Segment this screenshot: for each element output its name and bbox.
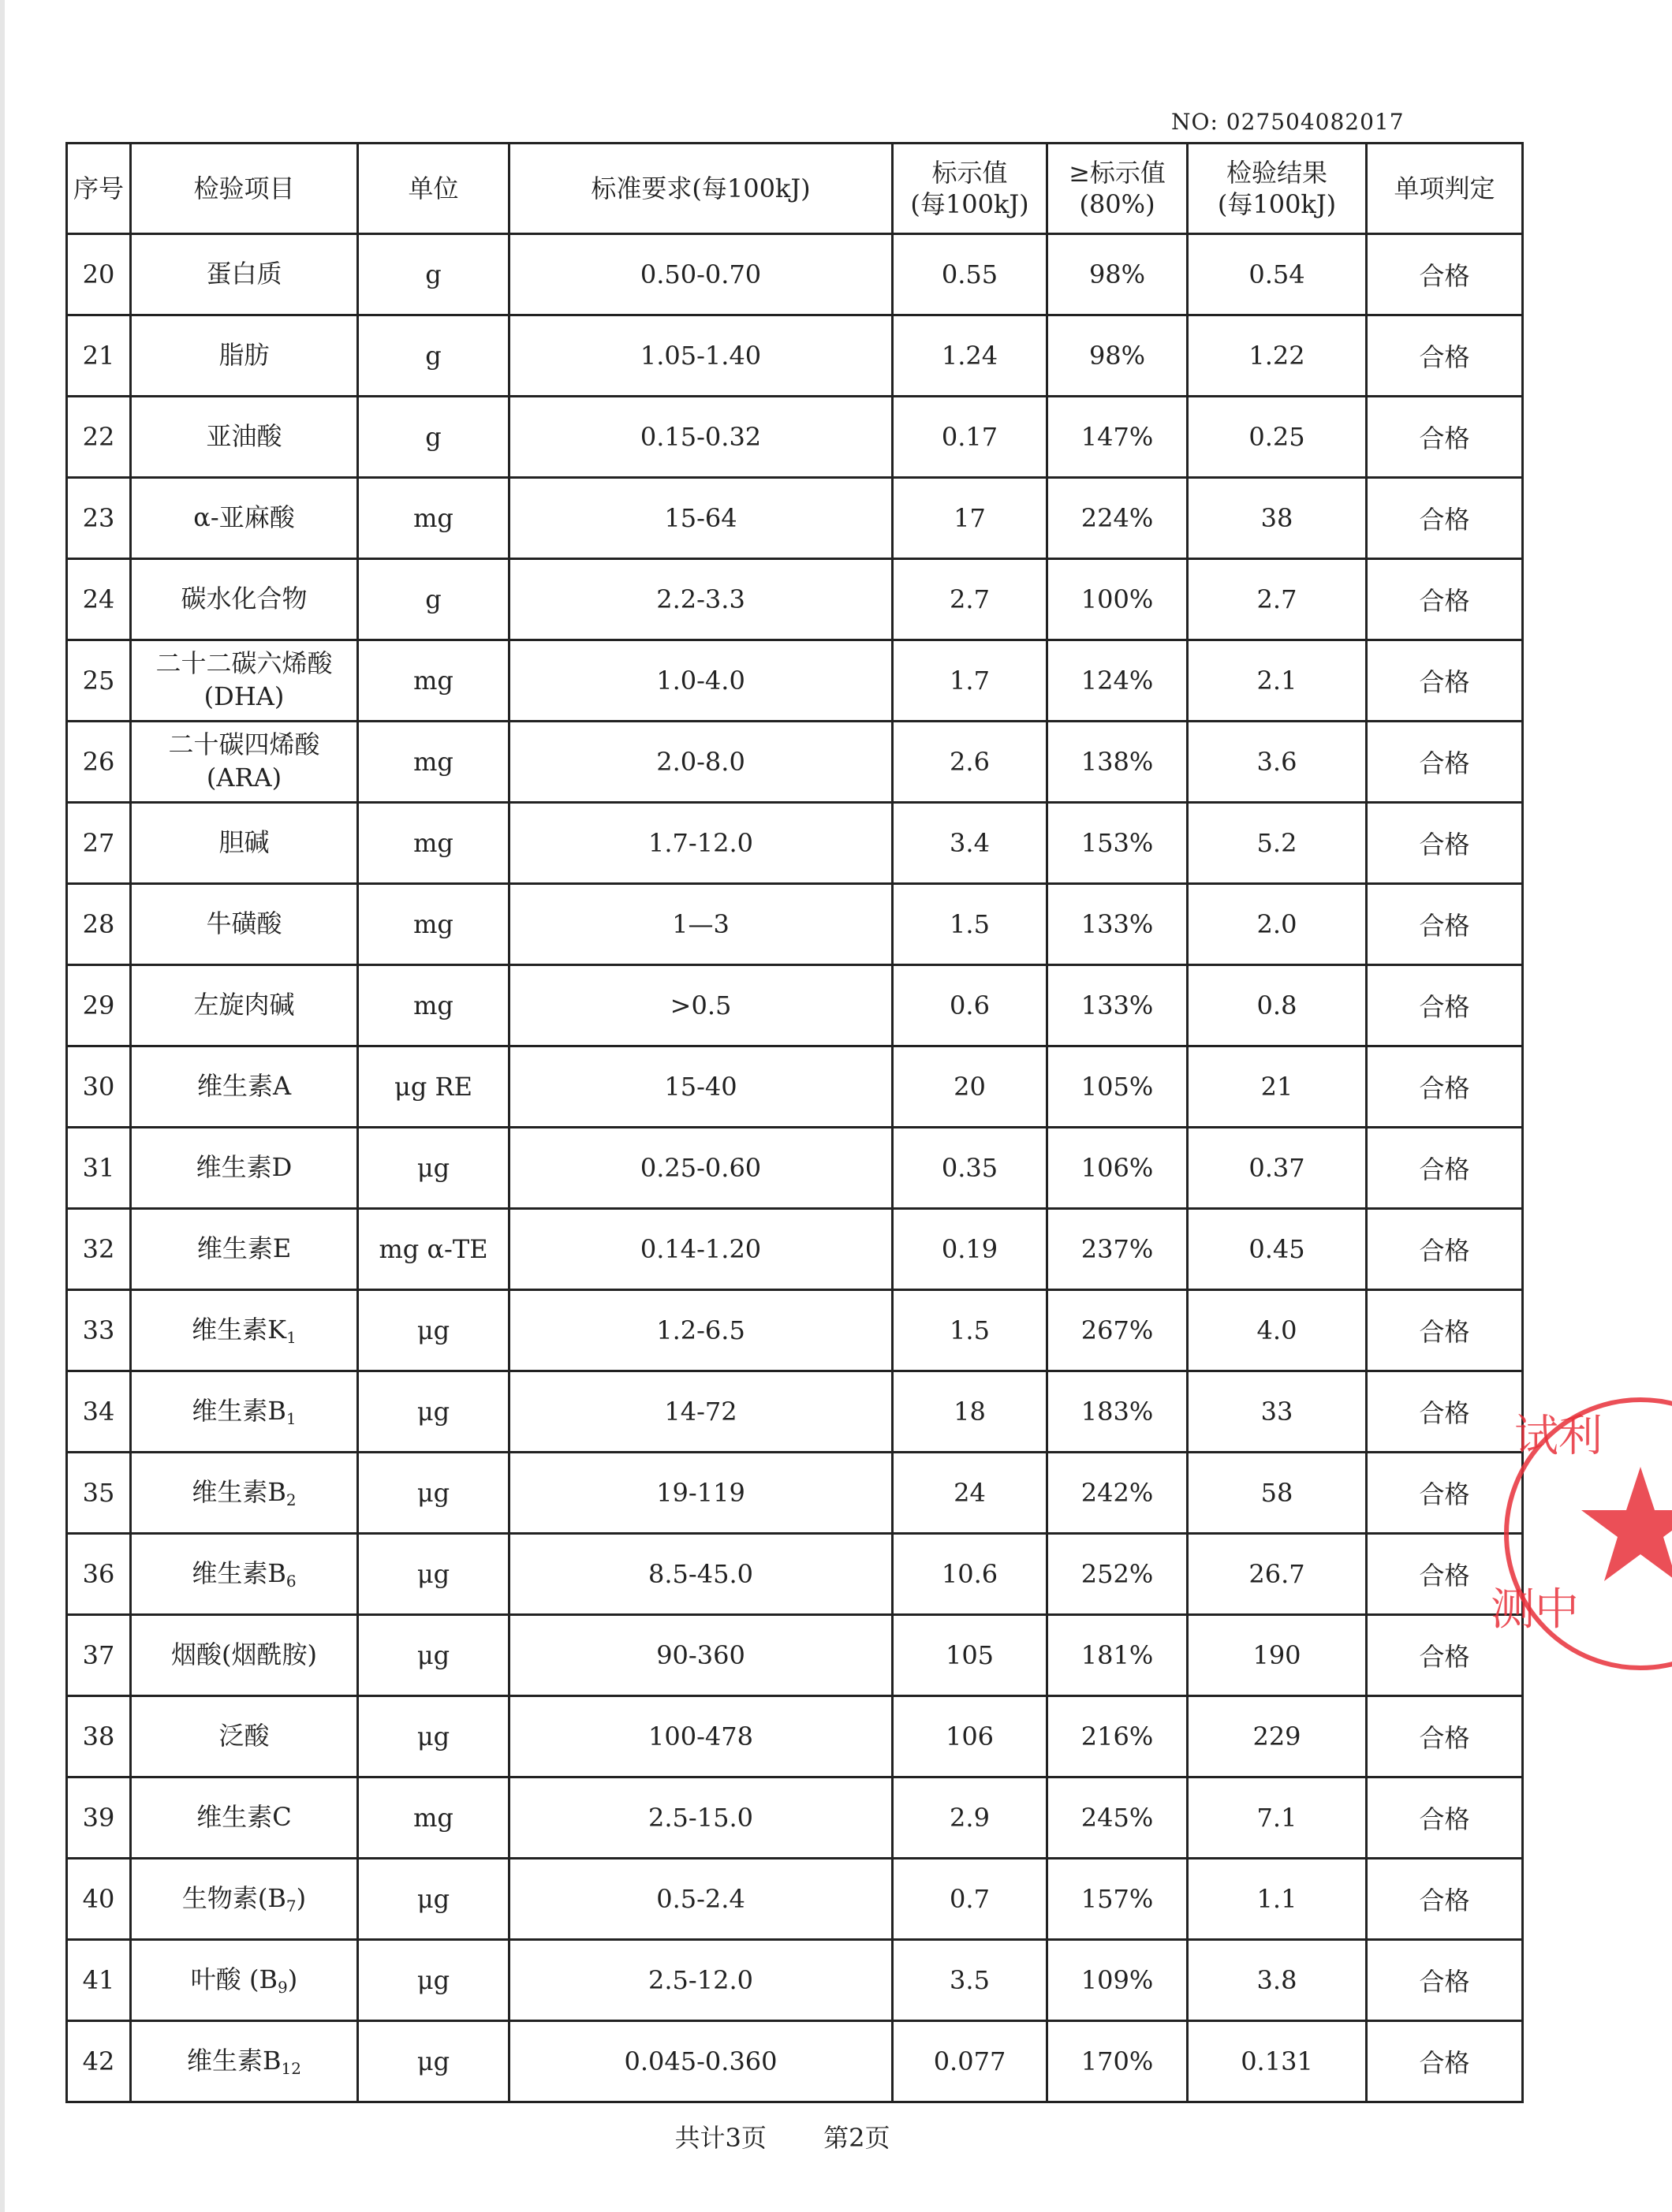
row-number-cell: 34 xyxy=(67,1371,131,1453)
unit-cell: g xyxy=(358,234,509,315)
item-name: 维生素K xyxy=(192,1314,287,1345)
percent-of-label-cell: 98% xyxy=(1047,234,1188,315)
item-name: 二十碳四烯酸(ARA) xyxy=(168,729,320,793)
item-name: 二十二碳六烯酸 xyxy=(155,648,333,679)
standard-range-cell: 2.5-12.0 xyxy=(509,1940,893,2021)
row-number-cell: 35 xyxy=(67,1453,131,1534)
label-value-cell: 0.19 xyxy=(893,1209,1047,1290)
percent-of-label-cell: 237% xyxy=(1047,1209,1188,1290)
unit-cell: g xyxy=(358,315,509,397)
table-row xyxy=(67,1453,1523,1534)
percent-of-label-cell: 153% xyxy=(1047,803,1188,884)
percent-of-label-cell: 267% xyxy=(1047,1290,1188,1371)
judgment-cell: 合格 xyxy=(1367,722,1523,803)
percent-of-label-cell: 124% xyxy=(1047,640,1188,722)
unit-cell: mg xyxy=(358,803,509,884)
row-number-cell: 25 xyxy=(67,640,131,722)
row-number-cell: 28 xyxy=(67,884,131,965)
judgment-cell: 合格 xyxy=(1367,1696,1523,1777)
unit-cell: mg xyxy=(358,722,509,803)
test-result-cell: 0.54 xyxy=(1188,234,1367,315)
table-row xyxy=(67,1696,1523,1777)
item-name-cell xyxy=(131,965,358,1046)
item-name: 碳水化合物 xyxy=(181,584,308,614)
label-value-cell: 2.6 xyxy=(893,722,1047,803)
standard-range-cell: 1—3 xyxy=(509,884,893,965)
unit-cell: g xyxy=(358,559,509,640)
row-number-cell: 32 xyxy=(67,1209,131,1290)
item-name: α-亚麻酸 xyxy=(193,502,295,533)
unit-cell: mg xyxy=(358,1777,509,1859)
item-name: 维生素B xyxy=(187,2045,282,2076)
test-result-cell: 0.8 xyxy=(1188,965,1367,1046)
standard-range-cell: >0.5 xyxy=(509,965,893,1046)
row-number-cell: 39 xyxy=(67,1777,131,1859)
item-name-cell xyxy=(131,1615,358,1696)
standard-range-cell: 1.7-12.0 xyxy=(509,803,893,884)
item-name: 脂肪 xyxy=(218,340,270,371)
test-result-cell: 1.1 xyxy=(1188,1859,1367,1940)
item-name-cell xyxy=(131,1453,358,1534)
unit-cell: μg xyxy=(358,1290,509,1371)
item-name: 泛酸 xyxy=(218,1721,270,1751)
column-header xyxy=(893,144,1047,234)
item-name-cell xyxy=(131,1859,358,1940)
item-name: 亚油酸 xyxy=(206,421,282,452)
standard-range-cell: 0.25-0.60 xyxy=(509,1128,893,1209)
report-number: NO: 027504082017 xyxy=(1171,109,1405,135)
item-name-line2: (DHA) xyxy=(203,681,285,711)
column-header-line: (80%) xyxy=(1079,189,1155,219)
item-name-cell xyxy=(131,1777,358,1859)
test-result-cell: 26.7 xyxy=(1188,1534,1367,1615)
table-row xyxy=(67,640,1523,722)
percent-of-label-cell: 224% xyxy=(1047,478,1188,559)
label-value-cell: 2.9 xyxy=(893,1777,1047,1859)
item-subscript: 6 xyxy=(286,1571,297,1591)
table-row xyxy=(67,315,1523,397)
judgment-cell: 合格 xyxy=(1367,559,1523,640)
row-number-cell: 26 xyxy=(67,722,131,803)
percent-of-label-cell: 100% xyxy=(1047,559,1188,640)
column-header: 单项判定 xyxy=(1367,144,1523,234)
label-value-cell: 0.6 xyxy=(893,965,1047,1046)
label-value-cell: 1.24 xyxy=(893,315,1047,397)
table-row xyxy=(67,1940,1523,2021)
unit-cell: μg xyxy=(358,1696,509,1777)
unit-cell: μg xyxy=(358,1940,509,2021)
judgment-cell: 合格 xyxy=(1367,2021,1523,2102)
label-value-cell: 1.5 xyxy=(893,1290,1047,1371)
seal-text-bottom: 测中 xyxy=(1491,1584,1579,1636)
label-value-cell: 1.7 xyxy=(893,640,1047,722)
row-number-cell: 36 xyxy=(67,1534,131,1615)
label-value-cell: 3.4 xyxy=(893,803,1047,884)
row-number-cell: 37 xyxy=(67,1615,131,1696)
column-header: 检验项目 xyxy=(131,144,358,234)
item-name-cell xyxy=(131,1290,358,1371)
percent-of-label-cell: 106% xyxy=(1047,1128,1188,1209)
judgment-cell: 合格 xyxy=(1367,803,1523,884)
scan-edge xyxy=(0,0,5,2212)
test-result-cell: 229 xyxy=(1188,1696,1367,1777)
item-name: 生物素(B xyxy=(181,1882,286,1913)
percent-of-label-cell: 98% xyxy=(1047,315,1188,397)
label-value-cell: 105 xyxy=(893,1615,1047,1696)
table-row xyxy=(67,1046,1523,1128)
judgment-cell: 合格 xyxy=(1367,1615,1523,1696)
row-number-cell: 31 xyxy=(67,1128,131,1209)
item-name-cell xyxy=(131,397,358,478)
test-result-cell: 5.2 xyxy=(1188,803,1367,884)
label-value-cell: 18 xyxy=(893,1371,1047,1453)
item-suffix: ) xyxy=(296,1882,307,1913)
table-row xyxy=(67,397,1523,478)
test-result-cell: 4.0 xyxy=(1188,1290,1367,1371)
percent-of-label-cell: 133% xyxy=(1047,965,1188,1046)
test-result-cell: 0.25 xyxy=(1188,397,1367,478)
judgment-cell: 合格 xyxy=(1367,1453,1523,1534)
judgment-cell: 合格 xyxy=(1367,1534,1523,1615)
table-row xyxy=(67,2021,1523,2102)
row-number-cell: 33 xyxy=(67,1290,131,1371)
item-subscript: 9 xyxy=(277,1977,288,1997)
test-result-cell: 0.45 xyxy=(1188,1209,1367,1290)
test-result-cell: 3.6 xyxy=(1188,722,1367,803)
percent-of-label-cell: 170% xyxy=(1047,2021,1188,2102)
item-name-cell xyxy=(131,1940,358,2021)
table-row xyxy=(67,884,1523,965)
item-name: 维生素B xyxy=(192,1557,286,1588)
judgment-cell: 合格 xyxy=(1367,1777,1523,1859)
judgment-cell: 合格 xyxy=(1367,1128,1523,1209)
label-value-cell: 17 xyxy=(893,478,1047,559)
test-result-cell: 3.8 xyxy=(1188,1940,1367,2021)
label-value-cell: 0.55 xyxy=(893,234,1047,315)
standard-range-cell: 1.2-6.5 xyxy=(509,1290,893,1371)
standard-range-cell: 90-360 xyxy=(509,1615,893,1696)
judgment-cell: 合格 xyxy=(1367,1046,1523,1128)
unit-cell: mg xyxy=(358,478,509,559)
standard-range-cell: 15-40 xyxy=(509,1046,893,1128)
unit-cell: mg xyxy=(358,640,509,722)
official-seal xyxy=(1483,1392,1672,1676)
row-number-cell: 40 xyxy=(67,1859,131,1940)
current-page: 第2页 xyxy=(823,2123,890,2153)
standard-range-cell: 0.045-0.360 xyxy=(509,2021,893,2102)
row-number-cell: 20 xyxy=(67,234,131,315)
table-row xyxy=(67,234,1523,315)
item-subscript: 12 xyxy=(281,2058,301,2078)
label-value-cell: 24 xyxy=(893,1453,1047,1534)
label-value-cell: 0.077 xyxy=(893,2021,1047,2102)
standard-range-cell: 1.0-4.0 xyxy=(509,640,893,722)
item-name: 牛磺酸 xyxy=(206,908,282,939)
percent-of-label-cell: 105% xyxy=(1047,1046,1188,1128)
unit-cell: mg xyxy=(358,965,509,1046)
item-subscript: 1 xyxy=(286,1408,297,1428)
standard-range-cell: 8.5-45.0 xyxy=(509,1534,893,1615)
row-number-cell: 41 xyxy=(67,1940,131,2021)
row-number-cell: 38 xyxy=(67,1696,131,1777)
item-subscript: 1 xyxy=(286,1327,297,1347)
item-name: 胆碱 xyxy=(218,827,270,858)
percent-of-label-cell: 216% xyxy=(1047,1696,1188,1777)
label-value-cell: 0.35 xyxy=(893,1128,1047,1209)
judgment-cell: 合格 xyxy=(1367,315,1523,397)
column-header-line: 检验结果 xyxy=(1226,158,1327,188)
test-result-cell: 58 xyxy=(1188,1453,1367,1534)
test-result-cell: 7.1 xyxy=(1188,1777,1367,1859)
unit-cell: μg RE xyxy=(358,1046,509,1128)
item-name-cell xyxy=(131,315,358,397)
standard-range-cell: 15-64 xyxy=(509,478,893,559)
item-name: 维生素A xyxy=(196,1071,292,1102)
item-name-cell xyxy=(131,1534,358,1615)
judgment-cell: 合格 xyxy=(1367,234,1523,315)
item-name: 维生素B xyxy=(192,1395,286,1426)
judgment-cell: 合格 xyxy=(1367,1371,1523,1453)
item-name-cell xyxy=(131,1371,358,1453)
test-result-cell: 0.37 xyxy=(1188,1128,1367,1209)
item-name-cell xyxy=(131,2021,358,2102)
label-value-cell: 0.17 xyxy=(893,397,1047,478)
table-row xyxy=(67,1777,1523,1859)
standard-range-cell: 2.0-8.0 xyxy=(509,722,893,803)
judgment-cell: 合格 xyxy=(1367,1940,1523,2021)
table-body xyxy=(67,234,1523,2102)
test-result-cell: 2.1 xyxy=(1188,640,1367,722)
row-number-cell: 27 xyxy=(67,803,131,884)
judgment-cell: 合格 xyxy=(1367,478,1523,559)
table-row xyxy=(67,965,1523,1046)
judgment-cell: 合格 xyxy=(1367,884,1523,965)
percent-of-label-cell: 242% xyxy=(1047,1453,1188,1534)
seal-text-top: 试利 xyxy=(1514,1411,1603,1462)
item-suffix: ) xyxy=(287,1964,298,1994)
unit-cell: g xyxy=(358,397,509,478)
row-number-cell: 30 xyxy=(67,1046,131,1128)
item-name: 叶酸 (B xyxy=(190,1964,278,1994)
standard-range-cell: 0.50-0.70 xyxy=(509,234,893,315)
table-row xyxy=(67,1371,1523,1453)
unit-cell: μg xyxy=(358,1371,509,1453)
percent-of-label-cell: 133% xyxy=(1047,884,1188,965)
inspection-table xyxy=(65,142,1524,2103)
column-header: 标准要求(每100kJ) xyxy=(509,144,893,234)
table-row xyxy=(67,722,1523,803)
unit-cell: μg xyxy=(358,1534,509,1615)
row-number-cell: 42 xyxy=(67,2021,131,2102)
judgment-cell: 合格 xyxy=(1367,640,1523,722)
item-name-cell xyxy=(131,803,358,884)
table-row xyxy=(67,1615,1523,1696)
percent-of-label-cell: 181% xyxy=(1047,1615,1188,1696)
label-value-cell: 0.7 xyxy=(893,1859,1047,1940)
percent-of-label-cell: 183% xyxy=(1047,1371,1188,1453)
column-header: 单位 xyxy=(358,144,509,234)
table-row xyxy=(67,478,1523,559)
column-header-line: 标示值 xyxy=(931,158,1008,188)
row-number-cell: 24 xyxy=(67,559,131,640)
row-number-cell: 23 xyxy=(67,478,131,559)
item-name: 烟酸(烟酰胺) xyxy=(171,1639,317,1670)
percent-of-label-cell: 157% xyxy=(1047,1859,1188,1940)
label-value-cell: 1.5 xyxy=(893,884,1047,965)
item-name: 维生素E xyxy=(196,1233,292,1264)
judgment-cell: 合格 xyxy=(1367,965,1523,1046)
test-result-cell: 33 xyxy=(1188,1371,1367,1453)
standard-range-cell: 2.2-3.3 xyxy=(509,559,893,640)
item-name-cell xyxy=(131,1696,358,1777)
item-name-cell xyxy=(131,722,358,803)
standard-range-cell: 1.05-1.40 xyxy=(509,315,893,397)
item-name-cell xyxy=(131,1128,358,1209)
table-row xyxy=(67,1128,1523,1209)
row-number-cell: 21 xyxy=(67,315,131,397)
standard-range-cell: 0.5-2.4 xyxy=(509,1859,893,1940)
percent-of-label-cell: 147% xyxy=(1047,397,1188,478)
column-header: 序号 xyxy=(67,144,131,234)
table-row xyxy=(67,559,1523,640)
unit-cell: mg α-TE xyxy=(358,1209,509,1290)
test-result-cell: 1.22 xyxy=(1188,315,1367,397)
item-name-cell xyxy=(131,884,358,965)
item-name-cell xyxy=(131,1046,358,1128)
column-header-line: ≥标示值 xyxy=(1069,158,1166,188)
label-value-cell: 2.7 xyxy=(893,559,1047,640)
item-name-cell xyxy=(131,559,358,640)
table-row xyxy=(67,1859,1523,1940)
page-footer xyxy=(0,2118,1565,2154)
standard-range-cell: 19-119 xyxy=(509,1453,893,1534)
table-row xyxy=(67,1534,1523,1615)
standard-range-cell: 14-72 xyxy=(509,1371,893,1453)
table-row xyxy=(67,803,1523,884)
judgment-cell: 合格 xyxy=(1367,1859,1523,1940)
judgment-cell: 合格 xyxy=(1367,397,1523,478)
test-result-cell: 2.7 xyxy=(1188,559,1367,640)
item-name: 维生素C xyxy=(196,1802,292,1833)
row-number-cell: 22 xyxy=(67,397,131,478)
item-name: 蛋白质 xyxy=(206,259,282,289)
unit-cell: μg xyxy=(358,2021,509,2102)
percent-of-label-cell: 245% xyxy=(1047,1777,1188,1859)
table-row xyxy=(67,1290,1523,1371)
item-name: 维生素B xyxy=(192,1476,286,1507)
label-value-cell: 3.5 xyxy=(893,1940,1047,2021)
column-header-line: (每100kJ) xyxy=(1217,189,1337,219)
label-value-cell: 20 xyxy=(893,1046,1047,1128)
table-header xyxy=(67,144,1523,234)
test-result-cell: 38 xyxy=(1188,478,1367,559)
label-value-cell: 10.6 xyxy=(893,1534,1047,1615)
standard-range-cell: 100-478 xyxy=(509,1696,893,1777)
standard-range-cell: 0.14-1.20 xyxy=(509,1209,893,1290)
item-name-cell xyxy=(131,478,358,559)
judgment-cell: 合格 xyxy=(1367,1209,1523,1290)
standard-range-cell: 0.15-0.32 xyxy=(509,397,893,478)
column-header xyxy=(1188,144,1367,234)
column-header xyxy=(1047,144,1188,234)
unit-cell: μg xyxy=(358,1615,509,1696)
item-name-cell xyxy=(131,234,358,315)
item-name: 左旋肉碱 xyxy=(193,990,295,1020)
total-pages: 共计3页 xyxy=(674,2123,767,2153)
unit-cell: μg xyxy=(358,1128,509,1209)
percent-of-label-cell: 109% xyxy=(1047,1940,1188,2021)
item-name-cell xyxy=(131,640,358,722)
table-row xyxy=(67,1209,1523,1290)
item-subscript: 2 xyxy=(286,1490,297,1509)
standard-range-cell: 2.5-15.0 xyxy=(509,1777,893,1859)
unit-cell: mg xyxy=(358,884,509,965)
item-name-cell xyxy=(131,1209,358,1290)
row-number-cell: 29 xyxy=(67,965,131,1046)
label-value-cell: 106 xyxy=(893,1696,1047,1777)
unit-cell: μg xyxy=(358,1859,509,1940)
percent-of-label-cell: 138% xyxy=(1047,722,1188,803)
judgment-cell: 合格 xyxy=(1367,1290,1523,1371)
unit-cell: μg xyxy=(358,1453,509,1534)
test-result-cell: 0.131 xyxy=(1188,2021,1367,2102)
item-name: 维生素D xyxy=(196,1152,293,1183)
item-subscript: 7 xyxy=(286,1896,297,1915)
test-result-cell: 21 xyxy=(1188,1046,1367,1128)
percent-of-label-cell: 252% xyxy=(1047,1534,1188,1615)
test-result-cell: 2.0 xyxy=(1188,884,1367,965)
column-header-line: (每100kJ) xyxy=(910,189,1029,219)
test-result-cell: 190 xyxy=(1188,1615,1367,1696)
